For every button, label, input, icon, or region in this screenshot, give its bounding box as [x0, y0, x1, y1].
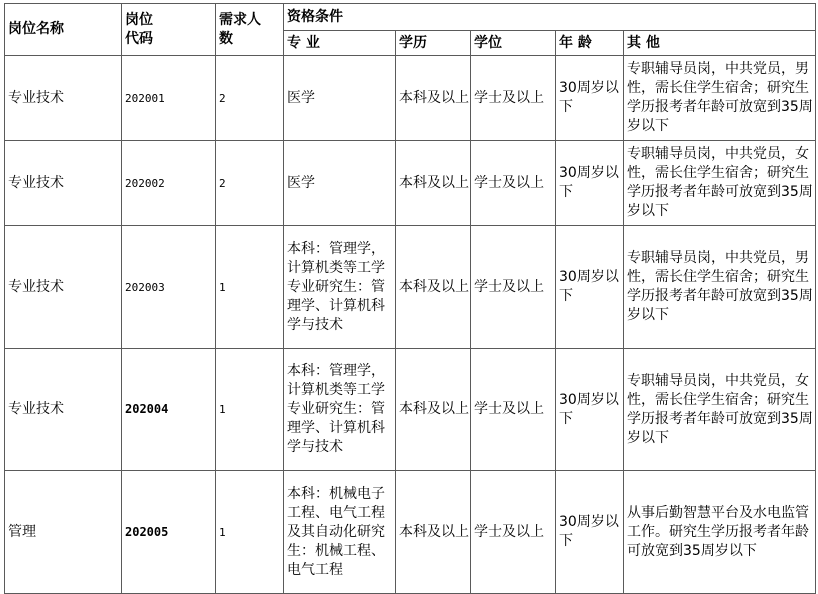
cell-post: 专业技术: [5, 141, 122, 226]
cell-major: 本科：管理学，计算机类等工学专业研究生：管理学、计算机科学与技术: [284, 226, 396, 349]
cell-code: 202003: [122, 226, 216, 349]
cell-major: 本科：机械电子工程、电气工程及其自动化研究生：机械工程、电气工程: [284, 471, 396, 594]
table-row: [5, 56, 816, 141]
cell-other: 专职辅导员岗，中共党员，男性，需长住学生宿舍；研究生学历报考者年龄可放宽到35周岁以下: [624, 56, 816, 141]
cell-code: 202005: [122, 471, 216, 594]
cell-degree: 学士及以上: [471, 349, 556, 471]
table-row: [5, 141, 816, 226]
cell-age: 30周岁以下: [556, 56, 624, 141]
cell-degree: 学士及以上: [471, 56, 556, 141]
cell-education: 本科及以上: [396, 226, 471, 349]
recruitment-table: [4, 3, 816, 594]
cell-degree: 学士及以上: [471, 226, 556, 349]
cell-count: 1: [216, 349, 284, 471]
cell-post: 专业技术: [5, 226, 122, 349]
cell-post: 专业技术: [5, 56, 122, 141]
header-major: 专 业: [284, 31, 396, 56]
cell-major: 医学: [284, 141, 396, 226]
header-qualifications: 资格条件: [284, 4, 816, 31]
header-education: 学历: [396, 31, 471, 56]
cell-degree: 学士及以上: [471, 471, 556, 594]
header-post-code: 岗位 代码: [122, 4, 216, 56]
cell-code: 202001: [122, 56, 216, 141]
cell-major: 医学: [284, 56, 396, 141]
cell-education: 本科及以上: [396, 56, 471, 141]
table-row: [5, 471, 816, 594]
cell-education: 本科及以上: [396, 471, 471, 594]
cell-age: 30周岁以下: [556, 471, 624, 594]
cell-post: 管理: [5, 471, 122, 594]
cell-count: 1: [216, 471, 284, 594]
header-degree: 学位: [471, 31, 556, 56]
cell-degree: 学士及以上: [471, 141, 556, 226]
cell-age: 30周岁以下: [556, 141, 624, 226]
cell-age: 30周岁以下: [556, 349, 624, 471]
cell-other: 专职辅导员岗，中共党员，女性，需长住学生宿舍；研究生学历报考者年龄可放宽到35周岁以下: [624, 141, 816, 226]
table-row: [5, 349, 816, 471]
cell-other: 专职辅导员岗，中共党员，男性，需长住学生宿舍；研究生学历报考者年龄可放宽到35周岁以下: [624, 226, 816, 349]
cell-major: 本科：管理学，计算机类等工学专业研究生：管理学、计算机科学与技术: [284, 349, 396, 471]
cell-count: 2: [216, 56, 284, 141]
cell-education: 本科及以上: [396, 141, 471, 226]
cell-other: 从事后勤智慧平台及水电监管工作。研究生学历报考者年龄可放宽到35周岁以下: [624, 471, 816, 594]
table-row: [5, 226, 816, 349]
header-headcount: 需求人 数: [216, 4, 284, 56]
cell-other: 专职辅导员岗，中共党员，女性，需长住学生宿舍；研究生学历报考者年龄可放宽到35周岁以下: [624, 349, 816, 471]
header-other: 其 他: [624, 31, 816, 56]
cell-code: 202004: [122, 349, 216, 471]
cell-count: 2: [216, 141, 284, 226]
cell-post: 专业技术: [5, 349, 122, 471]
cell-education: 本科及以上: [396, 349, 471, 471]
header-age: 年 龄: [556, 31, 624, 56]
cell-age: 30周岁以下: [556, 226, 624, 349]
header-post-name: 岗位名称: [5, 4, 122, 56]
cell-count: 1: [216, 226, 284, 349]
cell-code: 202002: [122, 141, 216, 226]
